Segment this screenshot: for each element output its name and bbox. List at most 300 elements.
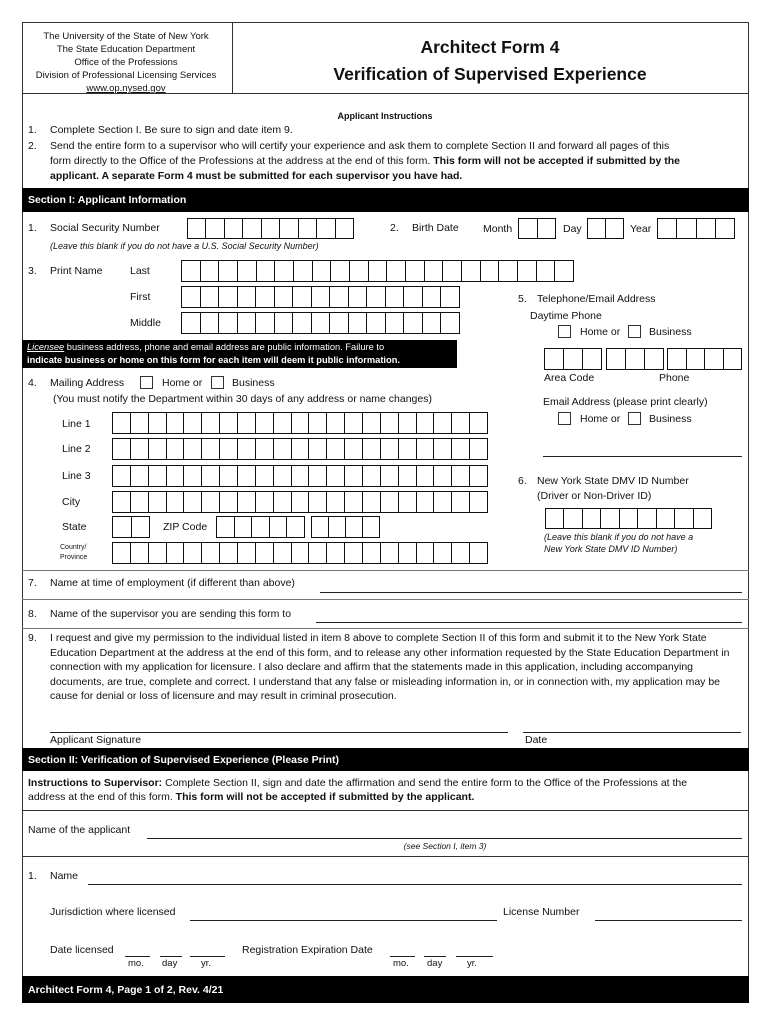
mo-label: mo. bbox=[393, 958, 409, 969]
character-box[interactable] bbox=[149, 439, 167, 459]
last-name-label: Last bbox=[130, 265, 150, 277]
character-box[interactable] bbox=[441, 287, 460, 307]
applicant-name-label: Name of the applicant bbox=[28, 824, 131, 836]
character-box[interactable] bbox=[202, 466, 220, 486]
instructions-heading: Applicant Instructions bbox=[337, 111, 433, 121]
email-home-checkbox[interactable] bbox=[558, 412, 571, 425]
character-box[interactable] bbox=[425, 261, 444, 281]
character-box[interactable] bbox=[309, 543, 327, 563]
character-box[interactable] bbox=[149, 413, 167, 433]
character-box[interactable] bbox=[363, 492, 381, 512]
website-link[interactable]: www.op.nysed.gov bbox=[86, 83, 166, 94]
character-box[interactable] bbox=[345, 413, 363, 433]
character-box[interactable] bbox=[363, 439, 381, 459]
character-box[interactable] bbox=[386, 313, 405, 333]
applicant-signature-input[interactable] bbox=[50, 732, 508, 733]
yr-label: yr. bbox=[467, 958, 478, 969]
character-box[interactable] bbox=[381, 543, 399, 563]
character-box[interactable] bbox=[406, 261, 425, 281]
character-box[interactable] bbox=[220, 492, 238, 512]
state-input[interactable] bbox=[112, 516, 150, 538]
email-business-checkbox[interactable] bbox=[628, 412, 641, 425]
mail-home-checkbox[interactable] bbox=[140, 376, 153, 389]
character-box[interactable] bbox=[423, 313, 442, 333]
character-box[interactable] bbox=[149, 466, 167, 486]
dmv-sublabel: (Driver or Non-Driver ID) bbox=[537, 490, 652, 502]
ssn-note: (Leave this blank if you do not have a U.S. Social Security Number) bbox=[50, 241, 319, 251]
character-box[interactable] bbox=[470, 492, 488, 512]
character-box[interactable] bbox=[131, 466, 149, 486]
character-box[interactable] bbox=[349, 313, 368, 333]
character-box[interactable] bbox=[225, 219, 243, 238]
character-box[interactable] bbox=[292, 413, 310, 433]
character-box[interactable] bbox=[220, 543, 238, 563]
character-box[interactable] bbox=[564, 509, 582, 528]
character-box[interactable] bbox=[202, 492, 220, 512]
character-box[interactable] bbox=[182, 261, 201, 281]
character-box[interactable] bbox=[675, 509, 693, 528]
character-box[interactable] bbox=[131, 413, 149, 433]
character-box[interactable] bbox=[274, 439, 292, 459]
character-box[interactable] bbox=[519, 219, 538, 238]
address-line3-input[interactable] bbox=[112, 465, 488, 487]
character-box[interactable] bbox=[327, 466, 345, 486]
form-title: Architect Form 4 bbox=[420, 37, 560, 57]
character-box[interactable] bbox=[220, 466, 238, 486]
first-name-label: First bbox=[130, 291, 151, 303]
character-box[interactable] bbox=[381, 492, 399, 512]
character-box[interactable] bbox=[238, 439, 256, 459]
character-box[interactable] bbox=[294, 261, 313, 281]
character-box[interactable] bbox=[423, 287, 442, 307]
phone-business-checkbox[interactable] bbox=[628, 325, 641, 338]
character-box[interactable] bbox=[167, 439, 185, 459]
character-box[interactable] bbox=[275, 313, 294, 333]
character-box[interactable] bbox=[293, 287, 312, 307]
character-box[interactable] bbox=[345, 492, 363, 512]
email-input[interactable] bbox=[543, 456, 742, 457]
character-box[interactable] bbox=[256, 466, 274, 486]
character-box[interactable] bbox=[363, 517, 380, 537]
character-box[interactable] bbox=[113, 466, 131, 486]
public-info-notice: Licensee business address, phone and email address are public information. Failure to indicate business or home on this form for each item will deem it public information. bbox=[22, 340, 457, 368]
character-box[interactable] bbox=[131, 439, 149, 459]
character-box[interactable] bbox=[167, 543, 185, 563]
character-box[interactable] bbox=[238, 466, 256, 486]
item7-label: Name at time of employment (if different than above) bbox=[50, 577, 295, 589]
character-box[interactable] bbox=[330, 287, 349, 307]
character-box[interactable] bbox=[167, 413, 185, 433]
character-box[interactable] bbox=[243, 219, 261, 238]
character-box[interactable] bbox=[386, 287, 405, 307]
daytime-phone-label: Daytime Phone bbox=[530, 310, 602, 322]
character-box[interactable] bbox=[443, 261, 462, 281]
instruction-1: Complete Section I. Be sure to sign and date item 9. bbox=[50, 124, 293, 136]
character-box[interactable] bbox=[238, 313, 257, 333]
character-box[interactable] bbox=[184, 439, 202, 459]
character-box[interactable] bbox=[345, 439, 363, 459]
character-box[interactable] bbox=[399, 439, 417, 459]
character-box[interactable] bbox=[309, 492, 327, 512]
character-box[interactable] bbox=[481, 261, 500, 281]
character-box[interactable] bbox=[113, 517, 132, 537]
character-box[interactable] bbox=[626, 349, 645, 369]
dmv-note: (Leave this blank if you do not have a bbox=[544, 532, 694, 542]
character-box[interactable] bbox=[220, 413, 238, 433]
province-label: Province bbox=[60, 554, 88, 561]
day-label: day bbox=[162, 958, 178, 969]
character-box[interactable] bbox=[434, 492, 452, 512]
dmv-label: New York State DMV ID Number bbox=[537, 475, 689, 487]
character-box[interactable] bbox=[345, 466, 363, 486]
character-box[interactable] bbox=[287, 517, 305, 537]
address-line1-input[interactable] bbox=[112, 412, 488, 434]
character-box[interactable] bbox=[462, 261, 481, 281]
middle-name-label: Middle bbox=[130, 317, 161, 329]
zip-plus4-input[interactable] bbox=[311, 516, 380, 538]
character-box[interactable] bbox=[274, 543, 292, 563]
dmv-note: New York State DMV ID Number) bbox=[544, 544, 678, 554]
item8-label: Name of the supervisor you are sending this form to bbox=[50, 608, 292, 620]
character-box[interactable] bbox=[381, 439, 399, 459]
character-box[interactable] bbox=[645, 349, 664, 369]
character-box[interactable] bbox=[336, 219, 354, 238]
character-box[interactable] bbox=[545, 349, 564, 369]
registration-expiration-label: Registration Expiration Date bbox=[242, 944, 373, 956]
character-box[interactable] bbox=[149, 492, 167, 512]
character-box[interactable] bbox=[292, 492, 310, 512]
character-box[interactable] bbox=[167, 466, 185, 486]
phone-line-input[interactable] bbox=[667, 348, 742, 370]
jurisdiction-input[interactable] bbox=[190, 920, 497, 921]
character-box[interactable] bbox=[668, 349, 687, 369]
name-at-employment-input[interactable] bbox=[320, 592, 742, 593]
character-box[interactable] bbox=[452, 413, 470, 433]
character-box[interactable] bbox=[113, 439, 131, 459]
character-box[interactable] bbox=[238, 287, 257, 307]
character-box[interactable] bbox=[220, 439, 238, 459]
last-name-input[interactable] bbox=[181, 260, 574, 282]
character-box[interactable] bbox=[256, 287, 275, 307]
city-input[interactable] bbox=[112, 491, 488, 513]
phone-label: Phone bbox=[659, 372, 690, 384]
character-box[interactable] bbox=[219, 313, 238, 333]
character-box[interactable] bbox=[131, 543, 149, 563]
form-subtitle: Verification of Supervised Experience bbox=[333, 64, 647, 84]
instruction-2-bold: applicant. A separate Form 4 must be submitted for each supervisor you have had. bbox=[50, 170, 463, 182]
signature-date-input[interactable] bbox=[523, 732, 741, 733]
ssn-label: Social Security Number bbox=[50, 222, 160, 234]
character-box[interactable] bbox=[417, 439, 435, 459]
character-box[interactable] bbox=[537, 261, 556, 281]
character-box[interactable] bbox=[470, 466, 488, 486]
character-box[interactable] bbox=[113, 492, 131, 512]
character-box[interactable] bbox=[705, 349, 724, 369]
birth-month-input[interactable] bbox=[518, 218, 556, 239]
signature-label: Applicant Signature bbox=[50, 734, 142, 746]
character-box[interactable] bbox=[724, 349, 743, 369]
authorization-statement: I request and give my permission to the individual listed in item 8 above to complete Section II of this form and submit it to the New York State Education Department at the address at the end of this form, and to release any other information requested by the State Education Department in connection with my application for licensure. I also declare and affirm that the statements made in this application, including accompanying documents, are true, complete and correct. I understand that any false or misleading information in, or in connection with, my application may be cause for denial or loss of licensure and may result in criminal prosecution. bbox=[50, 632, 730, 702]
character-box[interactable] bbox=[238, 492, 256, 512]
character-box[interactable] bbox=[219, 287, 238, 307]
character-box[interactable] bbox=[312, 287, 331, 307]
character-box[interactable] bbox=[313, 261, 332, 281]
agency-line: The University of the State of New York bbox=[43, 31, 209, 42]
character-box[interactable] bbox=[404, 287, 423, 307]
character-box[interactable] bbox=[327, 413, 345, 433]
character-box[interactable] bbox=[293, 313, 312, 333]
character-box[interactable] bbox=[327, 439, 345, 459]
character-box[interactable] bbox=[404, 313, 423, 333]
section-1-header: Section I: Applicant Information bbox=[22, 188, 749, 212]
character-box[interactable] bbox=[417, 466, 435, 486]
character-box[interactable] bbox=[188, 219, 206, 238]
birth-date-label: Birth Date bbox=[412, 222, 459, 234]
character-box[interactable] bbox=[329, 517, 346, 537]
character-box[interactable] bbox=[113, 543, 131, 563]
character-box[interactable] bbox=[452, 466, 470, 486]
character-box[interactable] bbox=[184, 492, 202, 512]
character-box[interactable] bbox=[716, 219, 735, 238]
address-line2-input[interactable] bbox=[112, 438, 488, 460]
character-box[interactable] bbox=[367, 313, 386, 333]
first-name-input[interactable] bbox=[181, 286, 460, 308]
character-box[interactable] bbox=[131, 492, 149, 512]
character-box[interactable] bbox=[256, 413, 274, 433]
business-label: Business bbox=[232, 377, 275, 389]
character-box[interactable] bbox=[256, 439, 274, 459]
character-box[interactable] bbox=[280, 219, 298, 238]
character-box[interactable] bbox=[434, 543, 452, 563]
character-box[interactable] bbox=[132, 517, 151, 537]
character-box[interactable] bbox=[697, 219, 716, 238]
character-box[interactable] bbox=[601, 509, 619, 528]
character-box[interactable] bbox=[452, 492, 470, 512]
character-box[interactable] bbox=[312, 313, 331, 333]
jurisdiction-label: Jurisdiction where licensed bbox=[50, 906, 176, 918]
character-box[interactable] bbox=[399, 466, 417, 486]
character-box[interactable] bbox=[452, 439, 470, 459]
country-label: Country/ bbox=[60, 544, 87, 551]
birth-year-input[interactable] bbox=[657, 218, 735, 239]
character-box[interactable] bbox=[149, 543, 167, 563]
character-box[interactable] bbox=[607, 349, 626, 369]
character-box[interactable] bbox=[252, 517, 270, 537]
supervisor-instructions: Complete Section II, sign and date the affirmation and send the entire form to the Office of the Professions at the bbox=[162, 777, 688, 789]
character-box[interactable] bbox=[262, 219, 280, 238]
character-box[interactable] bbox=[238, 543, 256, 563]
character-box[interactable] bbox=[219, 261, 238, 281]
character-box[interactable] bbox=[238, 413, 256, 433]
character-box[interactable] bbox=[441, 313, 460, 333]
character-box[interactable] bbox=[583, 509, 601, 528]
character-box[interactable] bbox=[202, 439, 220, 459]
character-box[interactable] bbox=[417, 543, 435, 563]
character-box[interactable] bbox=[417, 492, 435, 512]
supervisor-name-field[interactable] bbox=[88, 884, 742, 885]
character-box[interactable] bbox=[182, 313, 201, 333]
instruction-2-cont: form directly to the Office of the Professions at the address at the end of this form. bbox=[50, 155, 431, 167]
character-box[interactable] bbox=[367, 287, 386, 307]
character-box[interactable] bbox=[201, 287, 220, 307]
character-box[interactable] bbox=[658, 219, 677, 238]
character-box[interactable] bbox=[292, 543, 310, 563]
character-box[interactable] bbox=[434, 439, 452, 459]
character-box[interactable] bbox=[206, 219, 224, 238]
character-box[interactable] bbox=[113, 413, 131, 433]
instruction-2-bold: This form will not be accepted if submitted by the bbox=[433, 155, 681, 167]
character-box[interactable] bbox=[202, 543, 220, 563]
character-box[interactable] bbox=[350, 261, 369, 281]
character-box[interactable] bbox=[274, 492, 292, 512]
instruction-2: Send the entire form to a supervisor who will certify your experience and ask them to complete Section II and forward all pages of this bbox=[50, 140, 670, 152]
zip-label: ZIP Code bbox=[163, 521, 208, 533]
mail-note: (You must notify the Department within 30 days of any address or name changes) bbox=[53, 393, 432, 405]
home-or-label: Home or bbox=[580, 326, 621, 338]
character-box[interactable] bbox=[346, 517, 363, 537]
item-number: 8. bbox=[28, 608, 37, 620]
character-box[interactable] bbox=[399, 492, 417, 512]
country-input[interactable] bbox=[112, 542, 488, 564]
character-box[interactable] bbox=[274, 413, 292, 433]
character-box[interactable] bbox=[583, 349, 602, 369]
character-box[interactable] bbox=[499, 261, 518, 281]
character-box[interactable] bbox=[518, 261, 537, 281]
character-box[interactable] bbox=[349, 287, 368, 307]
character-box[interactable] bbox=[387, 261, 406, 281]
character-box[interactable] bbox=[470, 413, 488, 433]
supervisor-name-input[interactable] bbox=[316, 622, 742, 623]
state-label: State bbox=[62, 521, 87, 533]
character-box[interactable] bbox=[434, 466, 452, 486]
character-box[interactable] bbox=[363, 543, 381, 563]
birth-day-input[interactable] bbox=[587, 218, 624, 239]
character-box[interactable] bbox=[257, 261, 276, 281]
character-box[interactable] bbox=[470, 439, 488, 459]
license-number-label: License Number bbox=[503, 906, 580, 918]
character-box[interactable] bbox=[184, 543, 202, 563]
license-number-input[interactable] bbox=[595, 920, 742, 921]
supervisor-instructions-label: Instructions to Supervisor: bbox=[28, 777, 163, 789]
character-box[interactable] bbox=[238, 261, 257, 281]
item-number: 9. bbox=[28, 632, 37, 644]
character-box[interactable] bbox=[330, 313, 349, 333]
character-box[interactable] bbox=[452, 543, 470, 563]
character-box[interactable] bbox=[202, 413, 220, 433]
character-box[interactable] bbox=[470, 543, 488, 563]
area-code-label: Area Code bbox=[544, 372, 595, 384]
character-box[interactable] bbox=[399, 413, 417, 433]
yr-label: yr. bbox=[201, 958, 212, 969]
character-box[interactable] bbox=[381, 413, 399, 433]
character-box[interactable] bbox=[275, 261, 294, 281]
city-label: City bbox=[62, 496, 81, 508]
day-label: day bbox=[427, 958, 443, 969]
character-box[interactable] bbox=[399, 543, 417, 563]
character-box[interactable] bbox=[369, 261, 388, 281]
character-box[interactable] bbox=[182, 287, 201, 307]
phone-home-checkbox[interactable] bbox=[558, 325, 571, 338]
character-box[interactable] bbox=[327, 492, 345, 512]
character-box[interactable] bbox=[317, 219, 335, 238]
phone-prefix-input[interactable] bbox=[606, 348, 664, 370]
character-box[interactable] bbox=[184, 413, 202, 433]
business-label: Business bbox=[649, 326, 692, 338]
mailing-address-label: Mailing Address bbox=[50, 377, 125, 389]
agency-line: The State Education Department bbox=[56, 44, 196, 55]
telephone-email-label: Telephone/Email Address bbox=[537, 293, 656, 305]
character-box[interactable] bbox=[687, 349, 706, 369]
character-box[interactable] bbox=[167, 492, 185, 512]
character-box[interactable] bbox=[363, 413, 381, 433]
character-box[interactable] bbox=[555, 261, 574, 281]
character-box[interactable] bbox=[564, 349, 583, 369]
character-box[interactable] bbox=[538, 219, 557, 238]
supervisor-instructions: address at the end of this form. bbox=[28, 791, 173, 803]
area-code-input[interactable] bbox=[544, 348, 602, 370]
character-box[interactable] bbox=[606, 219, 624, 238]
zip-input[interactable] bbox=[216, 516, 305, 538]
mail-business-checkbox[interactable] bbox=[211, 376, 224, 389]
character-box[interactable] bbox=[201, 313, 220, 333]
item-number: 6. bbox=[518, 475, 527, 487]
character-box[interactable] bbox=[235, 517, 253, 537]
character-box[interactable] bbox=[417, 413, 435, 433]
character-box[interactable] bbox=[381, 466, 399, 486]
character-box[interactable] bbox=[275, 287, 294, 307]
character-box[interactable] bbox=[309, 466, 327, 486]
character-box[interactable] bbox=[292, 439, 310, 459]
character-box[interactable] bbox=[638, 509, 656, 528]
character-box[interactable] bbox=[299, 219, 317, 238]
character-box[interactable] bbox=[270, 517, 288, 537]
character-box[interactable] bbox=[434, 413, 452, 433]
character-box[interactable] bbox=[274, 466, 292, 486]
character-box[interactable] bbox=[292, 466, 310, 486]
character-box[interactable] bbox=[620, 509, 638, 528]
character-box[interactable] bbox=[256, 492, 274, 512]
dmv-id-input[interactable] bbox=[545, 508, 712, 529]
character-box[interactable] bbox=[201, 261, 220, 281]
character-box[interactable] bbox=[345, 543, 363, 563]
ssn-input[interactable] bbox=[187, 218, 354, 239]
character-box[interactable] bbox=[327, 543, 345, 563]
character-box[interactable] bbox=[657, 509, 675, 528]
character-box[interactable] bbox=[331, 261, 350, 281]
line3-label: Line 3 bbox=[62, 470, 91, 482]
character-box[interactable] bbox=[184, 466, 202, 486]
month-label: Month bbox=[483, 223, 513, 235]
character-box[interactable] bbox=[694, 509, 712, 528]
agency-line: Division of Professional Licensing Services bbox=[35, 70, 217, 81]
applicant-name-input[interactable] bbox=[147, 838, 742, 839]
character-box[interactable] bbox=[309, 439, 327, 459]
date-licensed-label: Date licensed bbox=[50, 944, 114, 956]
home-or-label: Home or bbox=[162, 377, 203, 389]
character-box[interactable] bbox=[309, 413, 327, 433]
middle-name-input[interactable] bbox=[181, 312, 460, 334]
character-box[interactable] bbox=[256, 543, 274, 563]
character-box[interactable] bbox=[312, 517, 329, 537]
character-box[interactable] bbox=[588, 219, 606, 238]
character-box[interactable] bbox=[677, 219, 696, 238]
character-box[interactable] bbox=[256, 313, 275, 333]
email-label: Email Address (please print clearly) bbox=[543, 396, 708, 408]
item-number: 2. bbox=[28, 140, 37, 152]
character-box[interactable] bbox=[546, 509, 564, 528]
character-box[interactable] bbox=[363, 466, 381, 486]
character-box[interactable] bbox=[217, 517, 235, 537]
